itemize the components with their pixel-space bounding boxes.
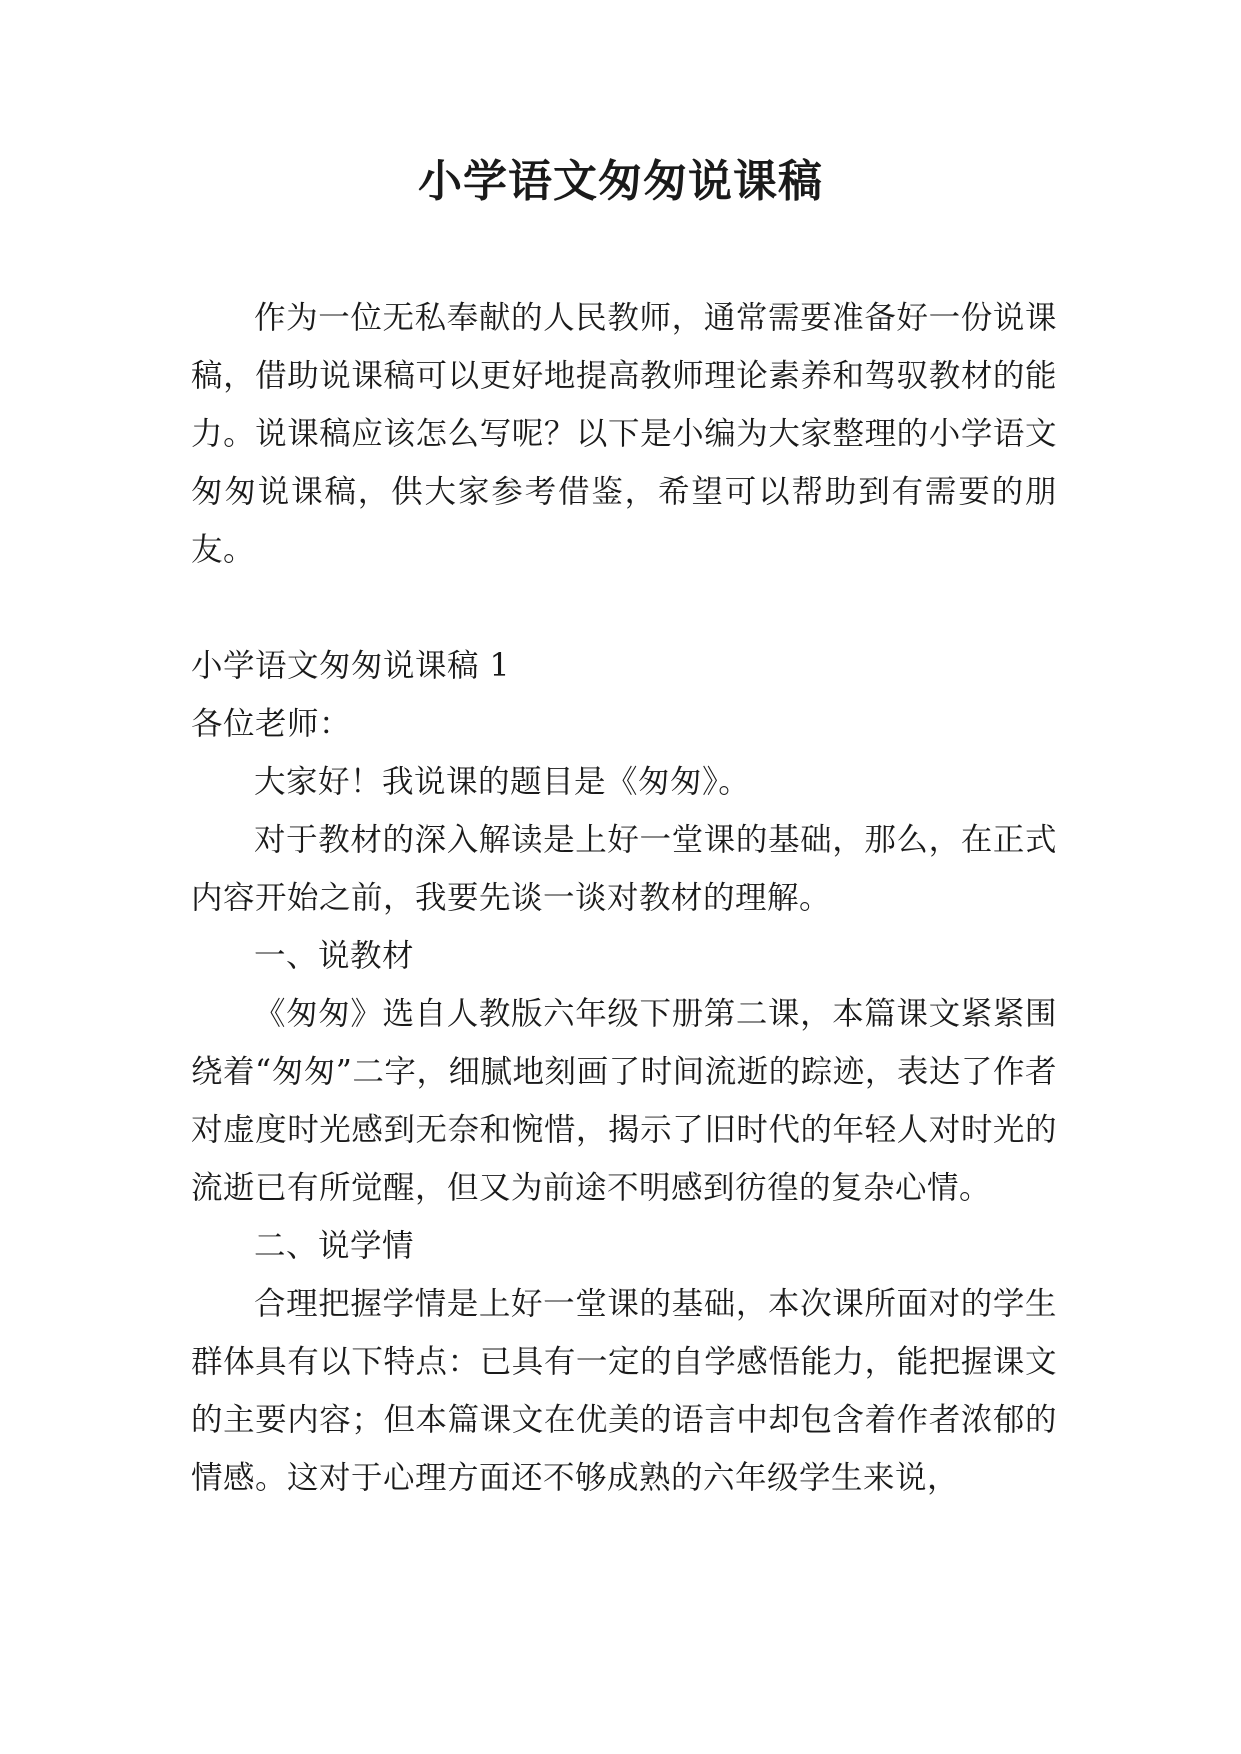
body-paragraph: 对于教材的深入解读是上好一堂课的基础，那么，在正式内容开始之前，我要先谈一谈对教材的理解。 (191, 822, 1057, 916)
intro-paragraph: 作为一位无私奉献的人民教师，通常需要准备好一份说课稿，借助说课稿可以更好地提高教师理论素养和驾驭教材的能力。说课稿应该怎么写呢？以下是小编为大家整理的小学语文匆匆说课稿，供大家参考借鉴，希望可以帮助到有需要的朋友。 (191, 300, 1057, 568)
salutation: 各位老师： (191, 706, 352, 742)
section-heading: 小学语文匆匆说课稿 1 (191, 648, 511, 684)
document-title: 小学语文匆匆说课稿 (418, 156, 823, 207)
body-paragraph: 《匆匆》选自人教版六年级下册第二课，本篇课文紧紧围绕着“匆匆”二字，细腻地刻画了时间流逝的踪迹，表达了作者对虚度时光感到无奈和惋惜，揭示了旧时代的年轻人对时光的流逝已有所觉醒，但又为前途不明感到彷徨的复杂心情。 (191, 996, 1057, 1206)
subheading-textbook: 一、说教材 (254, 938, 415, 974)
subheading-students: 二、说学情 (254, 1228, 415, 1264)
paragraph-gap (191, 579, 1057, 637)
document-body (191, 289, 1057, 1507)
body-paragraph: 合理把握学情是上好一堂课的基础，本次课所面对的学生群体具有以下特点：已具有一定的自学感悟能力，能把握课文的主要内容；但本篇课文在优美的语言中却包含着作者浓郁的情感。这对于心理方面还不够成熟的六年级学生来说， (191, 1286, 1057, 1496)
greeting-paragraph: 大家好！我说课的题目是《匆匆》。 (254, 764, 751, 800)
